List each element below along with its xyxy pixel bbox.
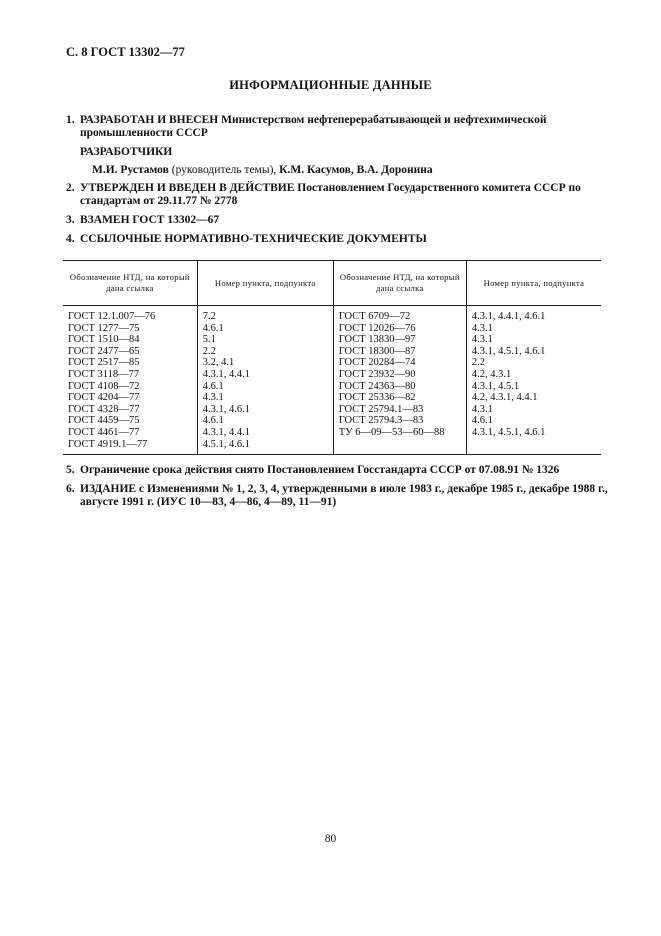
item-text: с Изменениями № 1, 2, 3, 4, утвержденными в июле 1983 г., декабре 1985 г., декабре 1988 г., августе 1991 г. (ИУС 10—83, 4—86, 4—89, 11—91) (80, 483, 608, 508)
cell-clause: 3.2, 4.1 (197, 357, 333, 369)
cell-designation: ГОСТ 4461—77 (68, 426, 140, 438)
cell-designation: ГОСТ 4204—77 (68, 392, 140, 404)
col-header-designation: Обозначение НТД, на который дана ссылка (333, 261, 466, 306)
cell-clause: 4.3.1 (466, 334, 601, 346)
cell-clause: 4.3.1, 4.4.1, 4.6.1 (466, 306, 601, 323)
item-text: ССЫЛОЧНЫЕ НОРМАТИВНО-ТЕХНИЧЕСКИЕ ДОКУМЕНТЫ (80, 233, 427, 245)
item-lead: РАЗРАБОТАН И ВНЕСЕН (80, 114, 219, 126)
item-text: Министерством нефтеперерабатывающей и нефтехимической промышленности СССР (80, 114, 547, 139)
cell-clause: 4.3.1 (466, 404, 601, 416)
item-number: 5. (66, 464, 75, 476)
table-row (63, 306, 601, 323)
cell-clause (466, 439, 601, 455)
developer-name: К.М. Касумов, (279, 164, 354, 176)
cell-clause: 4.6.1 (197, 415, 333, 427)
cell-designation: ТУ 6—09—53—60—88 (333, 427, 466, 439)
item-number: 3. (66, 214, 75, 226)
item-text: Постановлением Государственного комитета СССР по стандартам от 29.11.77 № 2778 (80, 182, 581, 207)
cell-clause: 4.6.1 (466, 415, 601, 427)
cell-designation: ГОСТ 25336—82 (333, 392, 466, 404)
cell-designation: ГОСТ 4919.1—77 (63, 439, 197, 455)
item-number: 2. (66, 182, 75, 194)
cell-designation: ГОСТ 12026—76 (333, 323, 466, 335)
cell-designation: ГОСТ 2517—85 (68, 357, 140, 369)
cell-designation: ГОСТ 4459—75 (68, 415, 140, 427)
cell-clause: 2.2 (466, 357, 601, 369)
cell-designation: ГОСТ 12.1.007—76 (68, 311, 156, 322)
item-approved (66, 182, 606, 208)
cell-designation: ГОСТ 6709—72 (333, 306, 466, 323)
cell-designation (333, 439, 466, 455)
developer-name: В.А. Доронина (356, 164, 433, 176)
item-text: ВЗАМЕН ГОСТ 13302—67 (80, 214, 220, 226)
table-row (63, 369, 601, 381)
developer-role: (руководитель темы), (171, 164, 277, 176)
cell-designation: ГОСТ 25794.3—83 (333, 415, 466, 427)
item-references (66, 233, 606, 246)
cell-clause: 4.3.1, 4.4.1 (197, 369, 333, 381)
item-text: Ограничение срока действия снято Постановлением Госстандарта СССР от 07.08.91 № 1326 (80, 464, 560, 476)
cell-designation: ГОСТ 23932—90 (333, 369, 466, 381)
table-row (63, 346, 601, 358)
table-row (63, 427, 601, 439)
cell-clause: 7.2 (197, 306, 333, 323)
developers-list (92, 164, 433, 177)
cell-clause: 4.5.1, 4.6.1 (197, 439, 333, 455)
cell-designation: ГОСТ 2477—65 (68, 345, 140, 357)
table-row (63, 415, 601, 427)
cell-designation: ГОСТ 24363—80 (333, 381, 466, 393)
document-title: ИНФОРМАЦИОННЫЕ ДАННЫЕ (229, 78, 432, 92)
cell-clause: 4.3.1, 4.5.1, 4.6.1 (466, 346, 601, 358)
cell-clause: 4.6.1 (197, 381, 333, 393)
table-row (63, 334, 601, 346)
cell-clause: 4.3.1, 4.5.1 (466, 381, 601, 393)
item-lead: УТВЕРЖДЕН И ВВЕДЕН В ДЕЙСТВИЕ (80, 182, 295, 194)
cell-designation: ГОСТ 4328—77 (68, 403, 140, 415)
cell-designation: ГОСТ 13830—97 (333, 334, 466, 346)
developers-label: РАЗРАБОТЧИКИ (80, 146, 173, 158)
cell-clause: 4.3.1 (197, 392, 333, 404)
table-header-row (63, 261, 601, 306)
cell-clause: 4.2, 4.3.1 (466, 369, 601, 381)
table-row (63, 404, 601, 416)
cell-clause: 4.3.1, 4.6.1 (197, 404, 333, 416)
page-header: С. 8 ГОСТ 13302—77 (66, 45, 185, 59)
cell-designation: ГОСТ 18300—87 (333, 346, 466, 358)
cell-clause: 5.1 (197, 334, 333, 346)
cell-designation: ГОСТ 3118—77 (68, 368, 140, 380)
table-row (63, 357, 601, 369)
cell-clause: 4.3.1, 4.4.1 (197, 427, 333, 439)
table-row (63, 381, 601, 393)
cell-clause: 4.6.1 (197, 323, 333, 335)
cell-designation: ГОСТ 25794.1—83 (333, 404, 466, 416)
col-header-clause: Номер пункта, подпункта (466, 261, 601, 306)
cell-clause: 2.2 (197, 346, 333, 358)
cell-clause: 4.3.1 (466, 323, 601, 335)
cell-designation: ГОСТ 4108—72 (68, 380, 140, 392)
item-edition (66, 483, 611, 509)
page-number: 80 (324, 833, 337, 845)
item-replaces (66, 214, 606, 227)
col-header-designation: Обозначение НТД, на который дана ссылка (63, 261, 197, 306)
item-lead: ИЗДАНИЕ (80, 483, 137, 495)
item-number: 6. (66, 483, 75, 495)
item-developed (66, 114, 606, 140)
table-row (63, 439, 601, 455)
cell-designation: ГОСТ 1277—75 (68, 322, 140, 334)
cell-clause: 4.2, 4.3.1, 4.4.1 (466, 392, 601, 404)
item-number: 1. (66, 114, 75, 126)
developer-name: М.И. Рустамов (92, 164, 169, 176)
table-row (63, 323, 601, 335)
col-header-clause: Номер пункта, подпункта (197, 261, 333, 306)
item-limitation (66, 464, 626, 477)
item-number: 4. (66, 233, 75, 245)
cell-clause: 4.3.1, 4.5.1, 4.6.1 (466, 427, 601, 439)
cell-designation: ГОСТ 20284—74 (333, 357, 466, 369)
table-row (63, 392, 601, 404)
references-table (63, 260, 601, 455)
cell-designation: ГОСТ 1510—84 (68, 334, 140, 346)
